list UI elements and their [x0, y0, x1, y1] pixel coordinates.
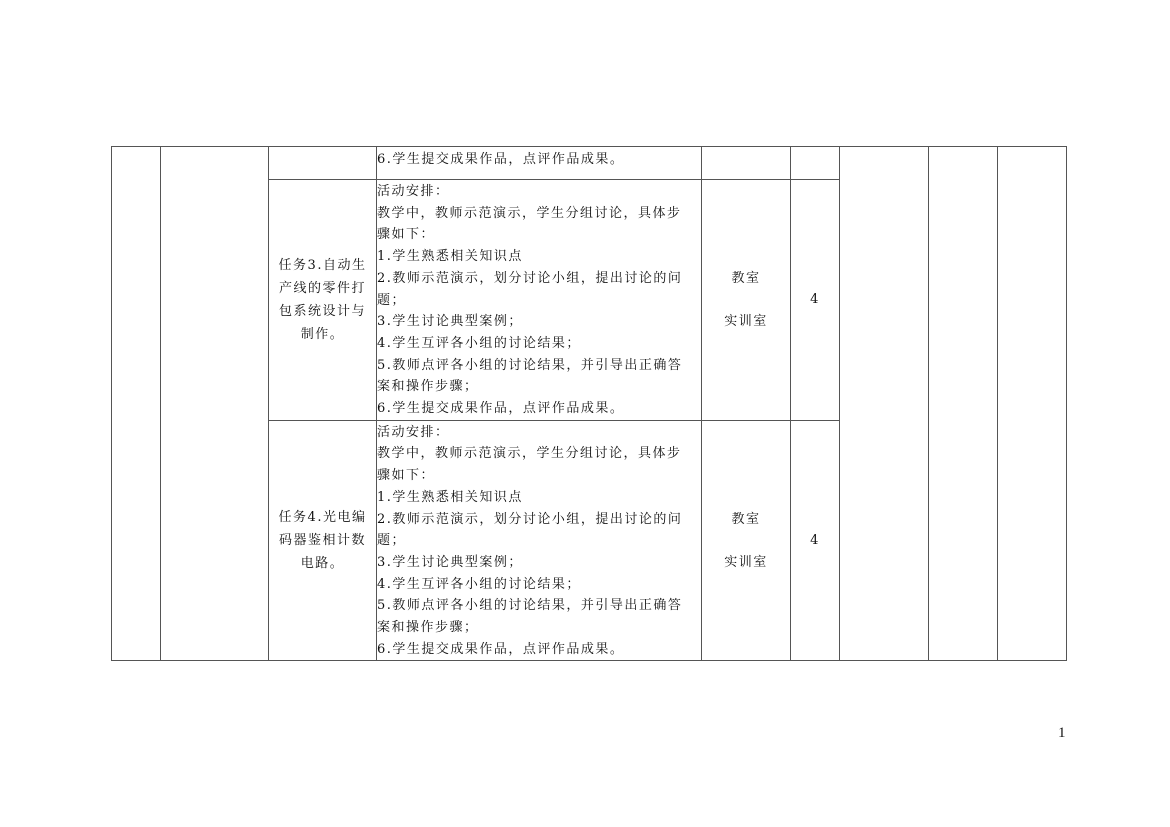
content-line: 3.学生讨论典型案例；	[377, 554, 523, 570]
empty-cell	[269, 147, 377, 180]
content-line: 题；	[377, 533, 407, 549]
activity-content-cell	[377, 180, 702, 421]
table-row	[112, 147, 1067, 180]
content-line: 骤如下：	[377, 227, 436, 243]
content-line: 5.教师点评各小组的讨论结果，并引导出正确答	[377, 357, 683, 373]
content-line: 6.学生提交成果作品，点评作品成果。	[377, 401, 625, 417]
content-line: 2.教师示范演示，划分讨论小组，提出讨论的问	[377, 270, 683, 286]
activity-content-cell	[377, 420, 702, 661]
hours-cell: 4	[791, 180, 840, 421]
content-line: 题；	[377, 292, 407, 308]
task-name-cell: 任务4.光电编码器鉴相计数电路。	[269, 420, 377, 661]
content-line: 4.学生互评各小组的讨论结果；	[377, 335, 581, 351]
content-line: 案和操作步骤；	[377, 379, 479, 395]
location-training-room: 实训室	[724, 554, 768, 570]
activity-table	[111, 146, 1067, 661]
content-line: 1.学生熟悉相关知识点	[377, 249, 523, 265]
activity-content-cell	[377, 147, 702, 180]
content-line: 活动安排：	[377, 424, 450, 440]
content-line: 4.学生互评各小组的讨论结果；	[377, 576, 581, 592]
location-classroom: 教室	[731, 270, 761, 286]
page-number: 1	[1058, 725, 1066, 741]
content-line: 5.教师点评各小组的讨论结果，并引导出正确答	[377, 598, 683, 614]
content-line: 活动安排：	[377, 184, 450, 199]
content-line: 6.学生提交成果作品，点评作品成果。	[377, 641, 625, 657]
location-classroom: 教室	[731, 511, 761, 527]
content-line: 骤如下：	[377, 468, 436, 484]
content-line: 6.学生提交成果作品，点评作品成果。	[377, 152, 625, 167]
location-cell	[702, 420, 791, 661]
hours-cell: 4	[791, 420, 840, 661]
location-training-room: 实训室	[724, 313, 768, 329]
content-line: 案和操作步骤；	[377, 620, 479, 636]
task-name-cell: 任务3.自动生产线的零件打包系统设计与制作。	[269, 180, 377, 421]
empty-cell	[840, 147, 929, 661]
location-cell	[702, 180, 791, 421]
empty-cell	[112, 147, 161, 661]
empty-cell	[791, 147, 840, 180]
empty-cell	[161, 147, 269, 661]
content-line: 教学中，教师示范演示，学生分组讨论，具体步	[377, 446, 682, 462]
empty-cell	[929, 147, 998, 661]
empty-cell	[998, 147, 1067, 661]
content-line: 教学中，教师示范演示，学生分组讨论，具体步	[377, 205, 682, 221]
empty-cell	[702, 147, 791, 180]
content-line: 2.教师示范演示，划分讨论小组，提出讨论的问	[377, 511, 683, 527]
content-line: 3.学生讨论典型案例；	[377, 314, 523, 330]
content-line: 1.学生熟悉相关知识点	[377, 489, 523, 505]
